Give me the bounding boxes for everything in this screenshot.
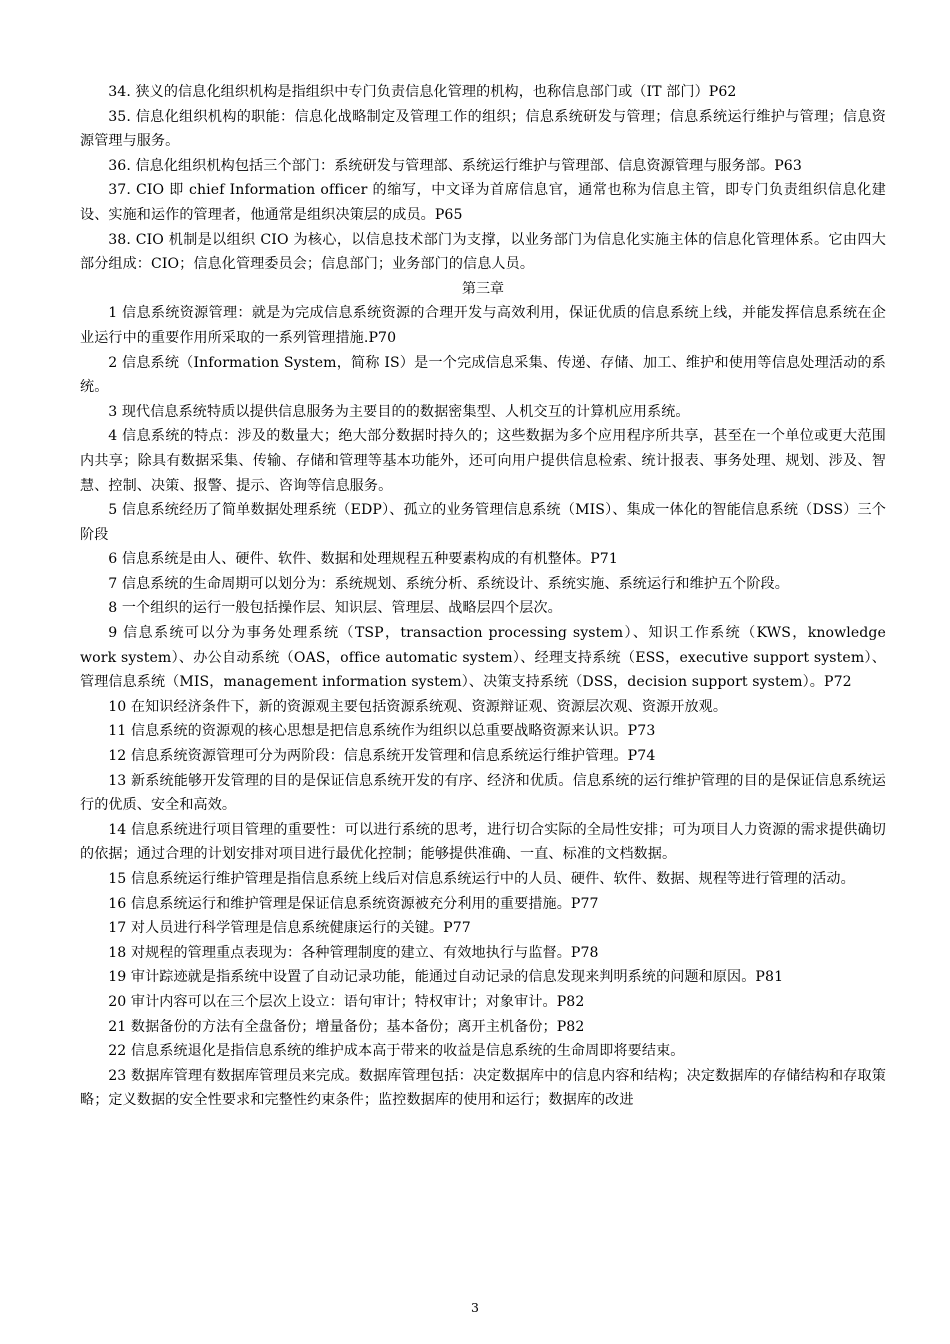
item-23: 23 数据库管理有数据库管理员来完成。数据库管理包括：决定数据库中的信息内容和结构；决定数据库的存储结构和存取策略；定义数据的安全性要求和完整性约束条件；监控数据库的使用和运行；数据库的改进: [80, 1067, 886, 1109]
item-5: 5 信息系统经历了简单数据处理系统（EDP）、孤立的业务管理信息系统（MIS）、集成一体化的智能信息系统（DSS）三个阶段: [80, 502, 886, 543]
item-12: 12 信息系统资源管理可分为两阶段：信息系统开发管理和信息系统运行维护管理。P74: [108, 748, 656, 765]
paragraph-38: 38. CIO 机制是以组织 CIO 为核心，以信息技术部门为支撑，以业务部门为信息化实施主体的信息化管理体系。它由四大部分组成：CIO；信息化管理委员会；信息部门；业务部门的信息人员。: [80, 231, 886, 273]
item-11: 11 信息系统的资源观的核心思想是把信息系统作为组织以总重要战略资源来认识。P73: [108, 723, 656, 740]
item-2: 2 信息系统（Information System，简称 IS）是一个完成信息采集、传递、存储、加工、维护和使用等信息处理活动的系统。: [80, 354, 886, 396]
item-14: 14 信息系统进行项目管理的重要性：可以进行系统的思考，进行切合实际的全局性安排；可为项目人力资源的需求提供确切的依据；通过合理的计划安排对项目进行最优化控制；能够提供准确、一直、标准的文档数据。: [80, 821, 886, 863]
item-7: 7 信息系统的生命周期可以划分为：系统规划、系统分析、系统设计、系统实施、系统运行和维护五个阶段。: [108, 575, 789, 592]
item-15: 15 信息系统运行维护管理是指信息系统上线后对信息系统运行中的人员、硬件、软件、数据、规程等进行管理的活动。: [108, 871, 855, 887]
item-21: 21 数据备份的方法有全盘备份；增量备份；基本备份；离开主机备份；P82: [108, 1018, 585, 1035]
item-18: 18 对规程的管理重点表现为：各种管理制度的建立、有效地执行与监督。P78: [108, 944, 599, 961]
item-4: 4 信息系统的特点：涉及的数量大；绝大部分数据时持久的；这些数据为多个应用程序所共享，甚至在一个单位或更大范围内共享；除具有数据采集、传输、存储和管理等基本功能外，还可向用户提供信息检索、统计报表、事务处理、规划、涉及、智慧、控制、决策、报警、提示、咨询等信息服务。: [80, 428, 886, 494]
item-10: 10 在知识经济条件下，新的资源观主要包括资源系统观、资源辩证观、资源层次观、资源开放观。: [108, 698, 728, 715]
item-16: 16 信息系统运行和维护管理是保证信息系统资源被充分利用的重要措施。P77: [108, 895, 599, 912]
paragraph-34: 34. 狭义的信息化组织机构是指组织中专门负责信息化管理的机构，也称信息部门或（IT 部门）P62: [108, 84, 737, 100]
item-9: 9 信息系统可以分为事务处理系统（TSP，transaction processing system）、知识工作系统（KWS，knowledge work system）、办公自动系统（OAS，office automatic system）、经理支持系统（ESS，executive support system）、管理信息系统（MIS，management information system）、决策支持系统（DSS，decision support system）。P72: [80, 625, 886, 691]
item-8: 8 一个组织的运行一般包括操作层、知识层、管理层、战略层四个层次。: [108, 600, 562, 617]
item-19: 19 审计踪迹就是指系统中设置了自动记录功能，能通过自动记录的信息发现来判明系统的问题和原因。P81: [108, 969, 784, 986]
item-20: 20 审计内容可以在三个层次上设立：语句审计；特权审计；对象审计。P82: [108, 993, 585, 1010]
paragraph-36: 36. 信息化组织机构包括三个部门：系统研发与管理部、系统运行维护与管理部、信息资源管理与服务部。P63: [108, 157, 802, 174]
item-22: 22 信息系统退化是指信息系统的维护成本高于带来的收益是信息系统的生命周即将要结束。: [108, 1043, 685, 1060]
item-3: 3 现代信息系统特质以提供信息服务为主要目的的数据密集型、人机交互的计算机应用系统。: [108, 403, 690, 420]
item-13: 13 新系统能够开发管理的目的是保证信息系统开发的有序、经济和优质。信息系统的运行维护管理的目的是保证信息系统运行的优质、安全和高效。: [80, 772, 886, 814]
item-6: 6 信息系统是由人、硬件、软件、数据和处理规程五种要素构成的有机整体。P71: [108, 551, 618, 568]
document-body: [80, 80, 886, 1113]
item-1: 1 信息系统资源管理：就是为完成信息系统资源的合理开发与高效利用，保证优质的信息系统上线，并能发挥信息系统在企业运行中的重要作用所采取的一系列管理措施.P70: [80, 305, 886, 346]
item-17: 17 对人员进行科学管理是信息系统健康运行的关键。P77: [108, 920, 471, 937]
paragraph-35: 35. 信息化组织机构的职能：信息化战略制定及管理工作的组织；信息系统研发与管理；信息系统运行维护与管理；信息资源管理与服务。: [80, 108, 886, 150]
page-number: 3: [471, 1300, 479, 1315]
paragraph-37: 37. CIO 即 chief Information officer 的缩写，中文译为首席信息官，通常也称为信息主管，即专门负责组织信息化建设、实施和运作的管理者，他通常是组织决策层的成员。P65: [80, 182, 886, 223]
chapter-heading: 第三章: [461, 280, 505, 297]
